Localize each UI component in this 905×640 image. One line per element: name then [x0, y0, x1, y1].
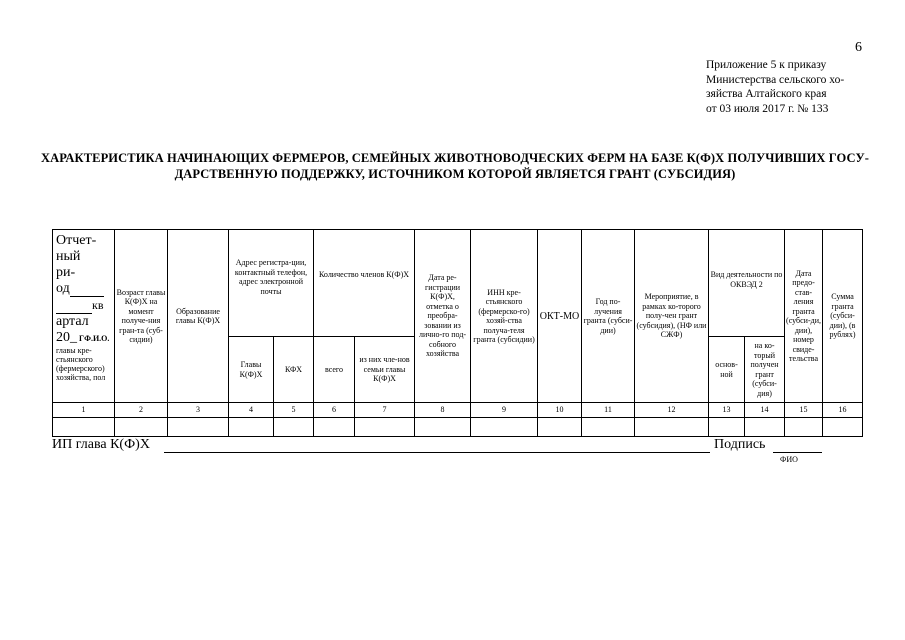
- subheader-granted: на ко-торый получен грант (субси-дия): [745, 337, 785, 403]
- fio-caption: ФИО: [780, 455, 798, 464]
- column-number: 2: [115, 403, 168, 418]
- subheader-main: основ-ной: [709, 337, 745, 403]
- fio-inline-label: ГФ.И.О.: [79, 334, 110, 343]
- quarter-label-2: артал: [56, 314, 89, 329]
- column-number: 10: [538, 403, 582, 418]
- appendix-line: от 03 июля 2017 г. № 133: [706, 102, 829, 115]
- table-cell[interactable]: [415, 418, 471, 437]
- column-number-row: [53, 403, 863, 418]
- table-cell[interactable]: [115, 418, 168, 437]
- ip-head-field[interactable]: [164, 452, 710, 453]
- page-number: 6: [855, 40, 862, 55]
- header-members: Количество членов К(Ф)Х: [314, 230, 415, 337]
- column-number: 9: [471, 403, 538, 418]
- column-number: 1: [53, 403, 115, 418]
- subheader-family: из них чле-нов семьи главы К(Ф)Х: [355, 337, 415, 403]
- subheader-total: всего: [314, 337, 355, 403]
- table-cell[interactable]: [823, 418, 863, 437]
- signature-label: Подпись: [714, 437, 766, 452]
- column-number: 15: [785, 403, 823, 418]
- signature-field[interactable]: [773, 452, 822, 453]
- header-registration-date: Дата ре-гистрации К(Ф)Х, отметка о преобра-зовании из лично-го под-собного хозяйства: [415, 230, 471, 403]
- header-okved: Вид деятельности по ОКВЭД 2: [709, 230, 785, 337]
- table-cell[interactable]: [53, 418, 115, 437]
- appendix-line: зяйства Алтайского края: [706, 88, 827, 100]
- column-number: 16: [823, 403, 863, 418]
- column-number: 8: [415, 403, 471, 418]
- table-cell[interactable]: [314, 418, 355, 437]
- head-of-farm-label: главы кре-стьянского (фермерского) хозяйства, пол: [56, 346, 106, 382]
- column-number: 11: [582, 403, 635, 418]
- year-prefix: 20_: [56, 330, 77, 345]
- ip-head-label: ИП глава К(Ф)Х: [52, 437, 150, 452]
- header-grant-year: Год по-лучения гранта (субси-дии): [582, 230, 635, 403]
- header-event: Мероприятие, в рамках ко-торого полу-чен грант (субсидия), (НФ или СЖФ): [635, 230, 709, 403]
- table-cell[interactable]: [274, 418, 314, 437]
- column-number: 3: [168, 403, 229, 418]
- period-label-3: ри-: [56, 265, 76, 280]
- document-title: [40, 150, 870, 182]
- appendix-note: [706, 58, 886, 116]
- column-number: 4: [229, 403, 274, 418]
- table-cell[interactable]: [538, 418, 582, 437]
- quarter-label: кв: [92, 298, 104, 312]
- period-label-1: Отчет-: [56, 233, 97, 248]
- column-number: 14: [745, 403, 785, 418]
- title-line: ХАРАКТЕРИСТИКА НАЧИНАЮЩИХ ФЕРМЕРОВ, СЕМЕЙНЫХ ЖИВОТНОВОДЧЕСКИХ ФЕРМ НА БАЗЕ К(Ф)Х ПОЛУЧИВШИХ ГОСУ-: [41, 151, 869, 165]
- table-cell[interactable]: [709, 418, 745, 437]
- table-cell[interactable]: [635, 418, 709, 437]
- header-grant-sum: Сумма гранта (субси-дии), (в рублях): [823, 230, 863, 403]
- table-cell[interactable]: [471, 418, 538, 437]
- header-inn: ИНН кре-стьянского (фермерско-го) хозяй-ства получа-теля гранта (субсидии): [471, 230, 538, 403]
- column-number: 7: [355, 403, 415, 418]
- header-grant-date: Дата предо-став-ления гранта (субси-ди, дии), номер свиде-тельства: [785, 230, 823, 403]
- column-number: 12: [635, 403, 709, 418]
- table-row: [53, 418, 863, 437]
- table-cell[interactable]: [785, 418, 823, 437]
- header-period-and-head: [53, 230, 115, 403]
- table-cell[interactable]: [168, 418, 229, 437]
- subheader-head: Главы К(Ф)Х: [229, 337, 274, 403]
- appendix-line: Министерства сельского хо-: [706, 73, 845, 86]
- column-number: 13: [709, 403, 745, 418]
- table-cell[interactable]: [745, 418, 785, 437]
- header-age: Возраст главы К(Ф)Х на момент получе-ния гран-та (суб-сидии): [115, 230, 168, 403]
- period-label-4: од: [56, 281, 70, 296]
- header-oktmo: ОКТ-МО: [538, 230, 582, 403]
- table-cell[interactable]: [582, 418, 635, 437]
- period-label-2: ный: [56, 249, 81, 264]
- title-line: ДАРСТВЕННУЮ ПОДДЕРЖКУ, ИСТОЧНИКОМ КОТОРОЙ ЯВЛЯЕТСЯ ГРАНТ (СУБСИДИЯ): [174, 167, 736, 181]
- report-table: [52, 229, 863, 437]
- appendix-line: Приложение 5 к приказу: [706, 59, 827, 71]
- column-number: 6: [314, 403, 355, 418]
- table-cell[interactable]: [229, 418, 274, 437]
- header-address: Адрес регистра-ции, контактный телефон, адрес электронной почты: [229, 230, 314, 337]
- subheader-kfh: КФХ: [274, 337, 314, 403]
- table-cell[interactable]: [355, 418, 415, 437]
- column-number: 5: [274, 403, 314, 418]
- header-education: Образование главы К(Ф)Х: [168, 230, 229, 403]
